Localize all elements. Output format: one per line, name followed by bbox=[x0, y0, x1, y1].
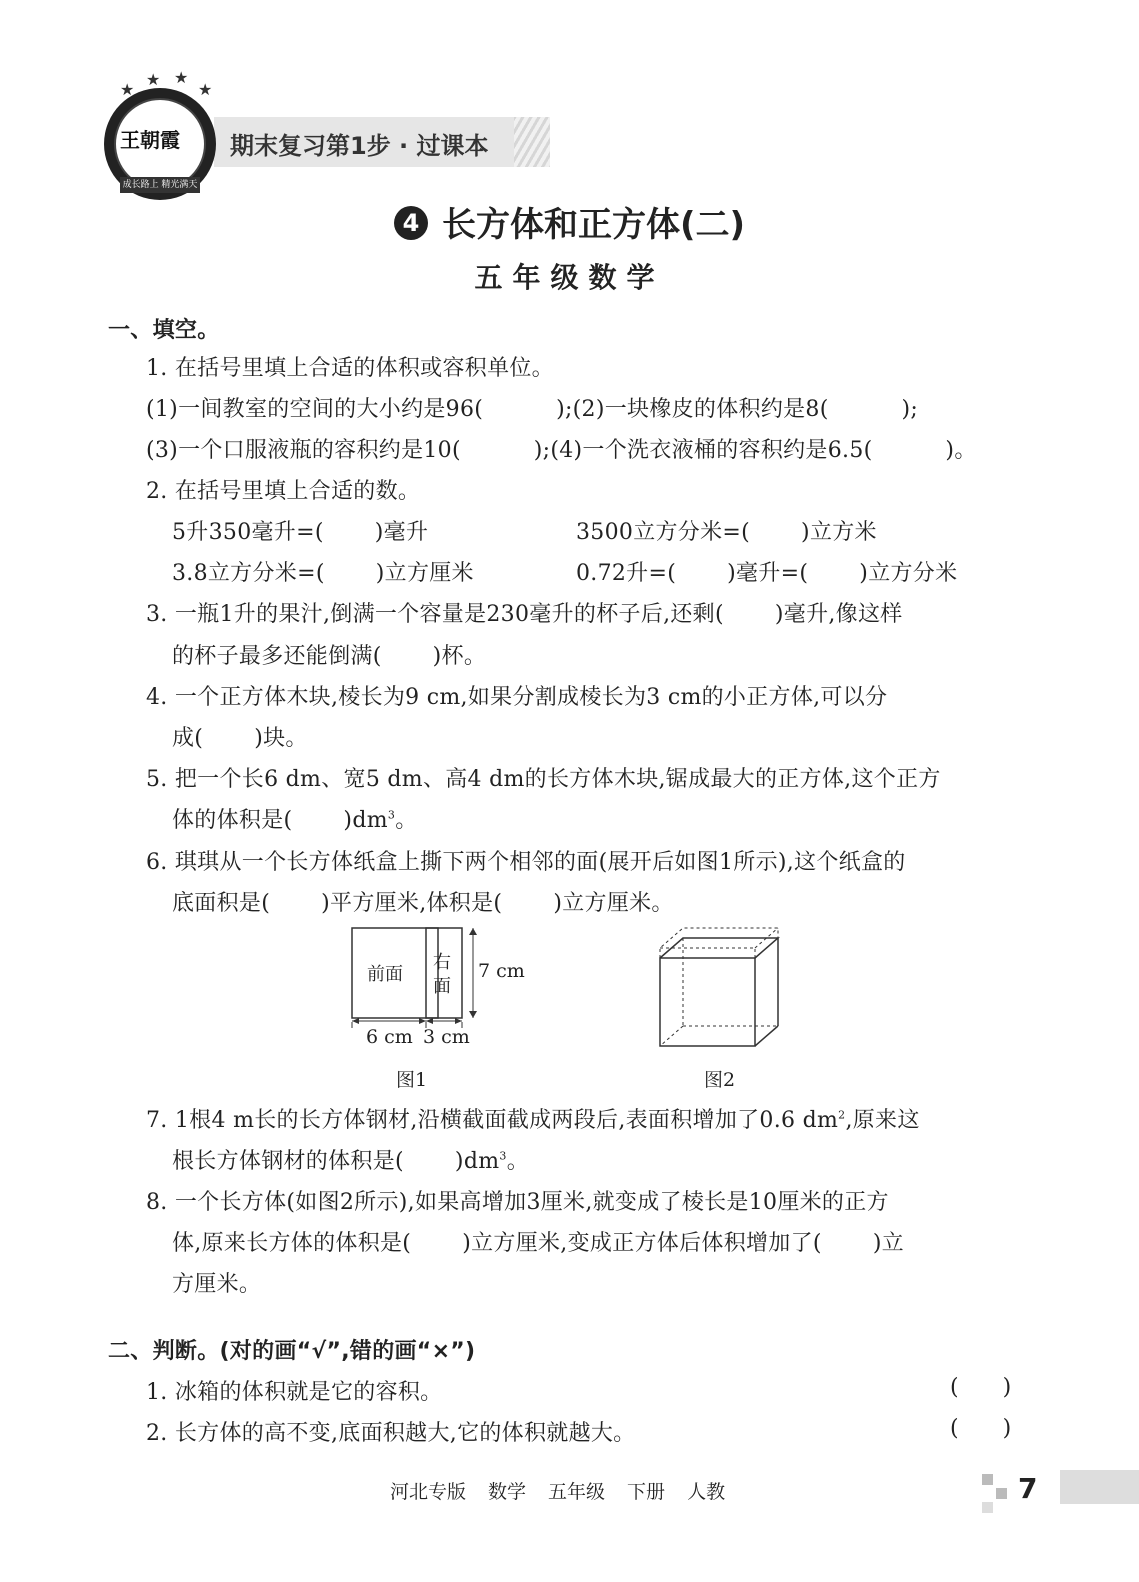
q5-line2-end: 。 bbox=[395, 808, 418, 833]
page-title bbox=[0, 197, 1139, 246]
q5-line2: 体的体积是( )$dm^3$。 bbox=[172, 808, 418, 833]
decor-square bbox=[982, 1502, 993, 1513]
q2-a: 5升350毫升=( )毫升 bbox=[172, 520, 429, 545]
judge-item-2: 2. 长方体的高不变,底面积越大,它的体积就越大。 bbox=[146, 1421, 636, 1446]
q8-line2: 体,原来长方体的体积是( )立方厘米,变成正方体后体积增加了( )立 bbox=[172, 1231, 905, 1256]
footer bbox=[390, 1477, 747, 1504]
q7-line2-text: 根长方体钢材的体积是( )dm bbox=[172, 1149, 500, 1174]
q8-line1: 8. 一个长方体(如图2所示),如果高增加3厘米,就变成了棱长是10厘米的正方 bbox=[146, 1190, 889, 1215]
page-bar bbox=[1060, 1470, 1139, 1504]
fig1-height-label: 7 cm bbox=[478, 960, 525, 982]
star-icon: ★ bbox=[120, 80, 135, 99]
q6-line2: 底面积是( )平方厘米,体积是( )立方厘米。 bbox=[172, 891, 674, 916]
page-subtitle: 五年级数学 bbox=[474, 261, 665, 294]
decor-square bbox=[982, 1474, 993, 1485]
brand-ribbon: 成长路上 精光满天 bbox=[120, 177, 200, 193]
q2-d: 0.72升=( )毫升=( )立方分米 bbox=[576, 561, 958, 586]
decor-square bbox=[996, 1488, 1007, 1499]
page-number: 7 bbox=[1018, 1472, 1038, 1505]
judge-item-1: 1. 冰箱的体积就是它的容积。 bbox=[146, 1380, 443, 1405]
q3-line2: 的杯子最多还能倒满( )杯。 bbox=[172, 644, 487, 669]
fig1-right-label-1: 右 bbox=[433, 952, 451, 973]
q7-line1-text: 7. 1根4 m长的长方体钢材,沿横截面截成两段后,表面积增加了0.6 dm bbox=[146, 1108, 839, 1133]
figure-2 bbox=[650, 920, 790, 1050]
fig1-right-label-2: 面 bbox=[433, 976, 451, 997]
q7-line2-end: 。 bbox=[506, 1149, 529, 1174]
star-icon: ★ bbox=[198, 80, 213, 99]
judge-answer-1: ( ) bbox=[950, 1375, 1012, 1400]
fig1-caption: 图1 bbox=[396, 1069, 428, 1091]
q7-line1: 7. 1根4 m长的长方体钢材,沿横截面截成两段后,表面积增加了0.6 $dm^2$,原来这 bbox=[146, 1108, 920, 1133]
q2-b: 3500立方分米=( )立方米 bbox=[576, 520, 877, 545]
box-front bbox=[660, 958, 755, 1046]
q5-line2-text: 体的体积是( )dm bbox=[172, 808, 388, 833]
q3-line1: 3. 一瓶1升的果汁,倒满一个容量是230毫升的杯子后,还剩( )毫升,像这样 bbox=[146, 602, 903, 627]
footer-volume: 下册 bbox=[627, 1481, 666, 1503]
fig1-front-label: 前面 bbox=[367, 964, 403, 985]
section1-heading: 一、填空。 bbox=[108, 318, 220, 343]
q2-stem: 2. 在括号里填上合适的数。 bbox=[146, 479, 421, 504]
q6-line1: 6. 琪琪从一个长方体纸盒上撕下两个相邻的面(展开后如图1所示),这个纸盒的 bbox=[146, 850, 906, 875]
star-icon: ★ bbox=[174, 68, 189, 87]
footer-edition: 河北专版 bbox=[390, 1481, 467, 1503]
q4-line1: 4. 一个正方体木块,棱长为9 cm,如果分割成棱长为3 cm的小正方体,可以分 bbox=[146, 685, 888, 710]
chapter-number: 4 bbox=[394, 206, 428, 240]
fig2-caption: 图2 bbox=[704, 1069, 736, 1091]
q4-line2: 成( )块。 bbox=[172, 726, 308, 751]
brand-name: 王朝霞 bbox=[120, 128, 180, 152]
q5-line1: 5. 把一个长6 dm、宽5 dm、高4 dm的长方体木块,锯成最大的正方体,这个正方 bbox=[146, 767, 941, 792]
fig1-width1-label: 6 cm bbox=[366, 1026, 413, 1048]
fig1-width2-label: 3 cm bbox=[423, 1026, 470, 1048]
judge-answer-2: ( ) bbox=[950, 1416, 1012, 1441]
footer-grade: 五年级 bbox=[548, 1481, 606, 1503]
section2-heading: 二、判断。(对的画“√”,错的画“×”) bbox=[108, 1339, 476, 1364]
footer-subject: 数学 bbox=[488, 1481, 527, 1503]
q1-line1: (1)一间教室的空间的大小约是96( );(2)一块橡皮的体积约是8( ); bbox=[146, 397, 919, 422]
q1-line2: (3)一个口服液瓶的容积约是10( );(4)一个洗衣液桶的容积约是6.5( )。 bbox=[146, 438, 977, 463]
q1-stem: 1. 在括号里填上合适的体积或容积单位。 bbox=[146, 356, 554, 381]
footer-publisher: 人教 bbox=[687, 1481, 726, 1503]
q7-line2: 根长方体钢材的体积是( )$dm^3$。 bbox=[172, 1149, 529, 1174]
chapter-title: 长方体和正方体(二) bbox=[441, 205, 746, 245]
star-icon: ★ bbox=[146, 70, 161, 89]
q8-line3: 方厘米。 bbox=[172, 1272, 262, 1297]
q2-c: 3.8立方分米=( )立方厘米 bbox=[172, 561, 474, 586]
q7-line1-end: ,原来这 bbox=[845, 1108, 920, 1133]
header-banner-text: 期末复习第1步 · 过课本 bbox=[230, 132, 489, 160]
